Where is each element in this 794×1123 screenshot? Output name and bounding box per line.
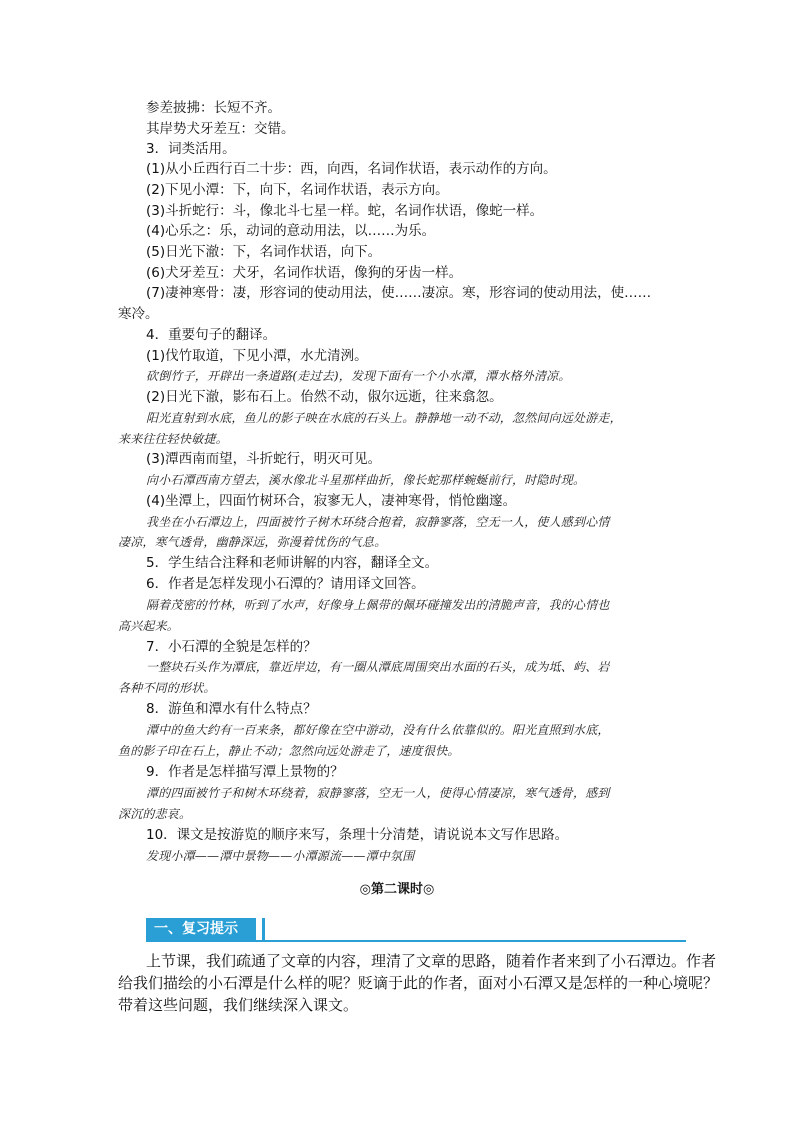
question-line: (3)潭西南而望，斗折蛇行，明灭可见。	[146, 451, 382, 467]
question-line: (2)日光下澈，影布石上。佁然不动，俶尔远逝，往来翕忽。	[146, 389, 503, 405]
answer-line: 潭的四面被竹子和树木环绕着，寂静寥落，空无一人，使得心情凄凉，寒气透骨，感到	[146, 786, 610, 800]
question-line: (4)坐潭上，四面竹树环合，寂寥无人，凄神寒骨，悄怆幽邃。	[146, 493, 517, 509]
banner-accent	[262, 918, 265, 940]
question-line: 10．课文是按游览的顺序来写，条理十分清楚，请说说本文写作思路。	[146, 827, 569, 843]
answer-line: 一整块石头作为潭底，靠近岸边，有一圈从潭底周围突出水面的石头，成为坻、屿、岩	[146, 660, 610, 674]
note-line: (1)从小丘西行百二十步：西，向西，名词作状语，表示动作的方向。	[146, 161, 557, 177]
answer-line: 高兴起来。	[118, 619, 180, 633]
question-line: 7．小石潭的全貌是怎样的？	[146, 639, 317, 655]
answer-line: 阳光直射到水底，鱼儿的影子映在水底的石头上。静静地一动不动，忽然间向远处游走，	[146, 411, 622, 425]
answer-line: 鱼的影子印在石上，静止不动；忽然向远处游走了，速度很快。	[118, 744, 460, 758]
answer-line: 潭中的鱼大约有一百来条，都好像在空中游动，没有什么依靠似的。阳光直照到水底，	[146, 723, 610, 737]
paragraph-line: 带着这些问题，我们继续深入课文。	[118, 996, 359, 1014]
note-line: (4)心乐之：乐，动词的意动用法，以……为乐。	[146, 223, 436, 239]
item-heading: 4．重要句子的翻译。	[146, 327, 277, 343]
note-line: (5)日光下澈：下，名词作状语，向下。	[146, 244, 382, 260]
note-line: 参差披拂：长短不齐。	[146, 100, 281, 116]
paragraph-line: 给我们描绘的小石潭是什么样的呢？贬谪于此的作者，面对小石潭又是怎样的一种心境呢？	[118, 974, 719, 992]
answer-line: 发现小潭——潭中景物——小潭源流——潭中氛围	[146, 849, 415, 863]
question-line: 9．作者是怎样描写潭上景物的？	[146, 764, 344, 780]
answer-line: 砍倒竹子，开辟出一条道路(走过去)，发现下面有一个小水潭，潭水格外清凉。	[146, 369, 571, 383]
note-line: (2)下见小潭：下，向下，名词作状语，表示方向。	[146, 182, 449, 198]
answer-line: 深沉的悲哀。	[118, 807, 192, 821]
item-heading: 3．词类活用。	[146, 141, 236, 157]
note-line: (7)凄神寒骨：凄，形容词的使动用法，使……凄凉。寒，形容词的使动用法，使……	[146, 285, 652, 301]
section-title: ◎第二课时◎	[359, 882, 435, 897]
banner-divider	[146, 940, 686, 942]
item-heading: 5．学生结合注释和老师讲解的内容，翻译全文。	[146, 555, 439, 571]
answer-line: 各种不同的形状。	[118, 681, 216, 695]
note-line: (3)斗折蛇行：斗，像北斗七星一样。蛇，名词作状语，像蛇一样。	[146, 203, 544, 219]
section-banner: 一、复习提示	[146, 918, 256, 940]
note-line: 寒冷。	[118, 306, 159, 322]
question-line: (1)伐竹取道，下见小潭，水尤清洌。	[146, 348, 368, 364]
question-line: 6．作者是怎样发现小石潭的？请用译文回答。	[146, 576, 425, 592]
answer-line: 凄凉，寒气透骨，幽静深远，弥漫着忧伤的气息。	[118, 535, 387, 549]
answer-line: 隔着茂密的竹林，听到了水声，好像身上佩带的佩环碰撞发出的清脆声音，我的心情也	[146, 598, 610, 612]
paragraph-line: 上节课，我们疏通了文章的内容，理清了文章的思路，随着作者来到了小石潭边。作者	[146, 952, 717, 970]
note-line: (6)犬牙差互：犬牙，名词作状语，像狗的牙齿一样。	[146, 265, 463, 281]
answer-line: 向小石潭西南方望去，溪水像北斗星那样曲折，像长蛇那样蜿蜒前行，时隐时现。	[146, 473, 586, 487]
answer-line: 我坐在小石潭边上，四面被竹子树木环绕合抱着，寂静寥落，空无一人，使人感到心情	[146, 515, 610, 529]
answer-line: 来来往往轻快敏捷。	[118, 432, 228, 446]
question-line: 8．游鱼和潭水有什么特点？	[146, 701, 317, 717]
note-line: 其岸势犬牙差互：交错。	[146, 121, 295, 137]
